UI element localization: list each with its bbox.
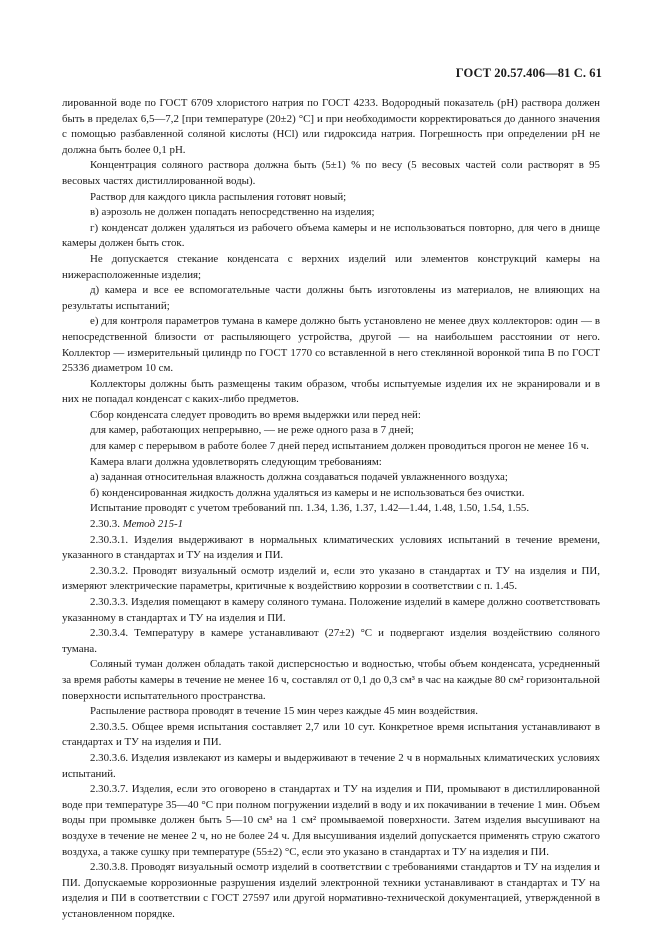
paragraph: 2.30.3.5. Общее время испытания составляет 2,7 или 10 сут. Конкретное время испытания устанавливают в стандартах и ТУ на изделия и ПИ. xyxy=(62,720,600,749)
paragraph: Соляный туман должен обладать такой дисперсностью и водностью, чтобы объем конденсата, усредненный за время работы камеры в течение не менее 16 ч, составлял от 0,1 до 0,3 см³ в час на каждые 80 см² горизонтальной поверхности испытательного пространства. xyxy=(62,658,600,702)
paragraph: Концентрация соляного раствора должна быть (5±1) % по весу (5 весовых частей соли растворят в 95 весовых частях дистиллированной воды). xyxy=(62,159,600,187)
paragraph: Камера влаги должна удовлетворять следующим требованиям: xyxy=(90,455,382,468)
paragraph: 2.30.3.1. Изделия выдерживают в нормальных климатических условиях испытаний в течение времени, указанного в стандартах и ТУ на изделия и ПИ. xyxy=(62,533,600,562)
paragraph: б) конденсированная жидкость должна удаляться из камеры и не использоваться без очистки. xyxy=(90,486,525,499)
paragraph: 2.30.3.3. Изделия помещают в камеру соляного тумана. Положение изделий в камере должно соответствовать указанному в стандартах и ТУ на изделия и ПИ. xyxy=(62,596,600,624)
paragraph: 2.30.3.2. Проводят визуальный осмотр изделий и, если это указано в стандартах и ТУ на изделия и ПИ, измеряют электрические параметры, критичные к воздействию коррозии в соответствии с п. 1.45. xyxy=(62,564,600,593)
paragraph: 2.30.3.4. Температуру в камере устанавливают (27±2) °С и подвергают изделия воздействию соляного тумана. xyxy=(62,627,600,655)
paragraph: Испытание проводят с учетом требований пп. 1.34, 1.36, 1.37, 1.42—1.44, 1.48, 1.50, 1.54, 1.55. xyxy=(90,502,530,515)
paragraph: г) конденсат должен удаляться из рабочего объема камеры и не использоваться повторно, для чего в днище камеры должен быть сток. xyxy=(62,221,600,250)
paragraph: для камер с перерывом в работе более 7 дней перед испытанием должен проводиться прогон не менее 16 ч. xyxy=(90,440,590,453)
document-body xyxy=(62,96,600,922)
paragraph: в) аэрозоль не должен попадать непосредственно на изделия; xyxy=(90,206,375,219)
paragraph: 2.30.3.8. Проводят визуальный осмотр изделий в соответствии с требованиями стандартов и ТУ на изделия и ПИ. Допускаемые коррозионные разрушения изделий электронной техники устанавливают в стандартах и ТУ на изделия и ПИ в соответствии с ГОСТ 27597 или другой нормативно-технической документацией, утвержденной в установленном порядке. xyxy=(62,861,600,920)
method-heading xyxy=(62,517,600,533)
paragraph: Сбор конденсата следует проводить во время выдержки или перед ней: xyxy=(90,408,421,421)
paragraph: 2.30.3.7. Изделия, если это оговорено в стандартах и ТУ на изделия и ПИ, промывают в дистиллированной воде при температуре 35—40 °С при полном погружении изделий в воду и их покачивании в течение 1 мин. Объем воды при промывке должен быть 5—10 см³ на 1 см² промываемой поверхности. Затем изделия высушивают на воздухе в течение не менее 2 ч, но не более 24 ч. Для высушивания изделий допускается применять струю сжатого воздуха, а также сушку при температуре (55±2) °С, если это указано в стандартах и ТУ на изделия и ПИ. xyxy=(62,783,600,858)
paragraph: 2.30.3.6. Изделия извлекают из камеры и выдерживают в течение 2 ч в нормальных климатических условиях испытаний. xyxy=(62,751,600,780)
paragraph: для камер, работающих непрерывно, — не реже одного раза в 7 дней; xyxy=(90,424,414,437)
paragraph: е) для контроля параметров тумана в камере должно быть установлено не менее двух коллекторов: один — в непосредственной близости от распыляющего устройства, другой — на наибольшем расстоянии от него. Коллектор — измерительный цилиндр по ГОСТ 1770 со вставленной в него стеклянной воронкой типа В по ГОСТ 25336 диаметром 10 см. xyxy=(62,315,600,375)
method-title: Метод 215-1 xyxy=(122,518,184,531)
paragraph: Раствор для каждого цикла распыления готовят новый; xyxy=(90,190,347,203)
method-number: 2.30.3. xyxy=(90,518,120,531)
paragraph: а) заданная относительная влажность должна создаваться подачей увлажненного воздуха; xyxy=(90,471,508,484)
paragraph: лированной воде по ГОСТ 6709 хлористого натрия по ГОСТ 4233. Водородный показатель (рН) раствора должен быть в пределах 6,5—7,2 [при температуре (20±2) °С] и при необходимости корректироваться до данного значения с помощью разбавленной соляной кислоты (HCl) или гидроксида натрия. Погрешность при определении рН не должна быть более 0,1 рН. xyxy=(62,97,600,156)
paragraph: Не допускается стекание конденсата с верхних изделий или элементов конструкций камеры на нижерасположенные изделия; xyxy=(62,252,600,281)
paragraph: Распыление раствора проводят в течение 15 мин через каждые 45 мин воздействия. xyxy=(90,705,478,718)
paragraph: д) камера и все ее вспомогательные части должны быть изготовлены из материалов, не влияющих на результаты испытаний; xyxy=(62,284,600,312)
paragraph: Коллекторы должны быть размещены таким образом, чтобы испытуемые изделия их не экранировали и в них не попадал конденсат с каких-либо предметов. xyxy=(62,377,600,406)
running-title: ГОСТ 20.57.406—81 С. 61 xyxy=(455,66,602,80)
